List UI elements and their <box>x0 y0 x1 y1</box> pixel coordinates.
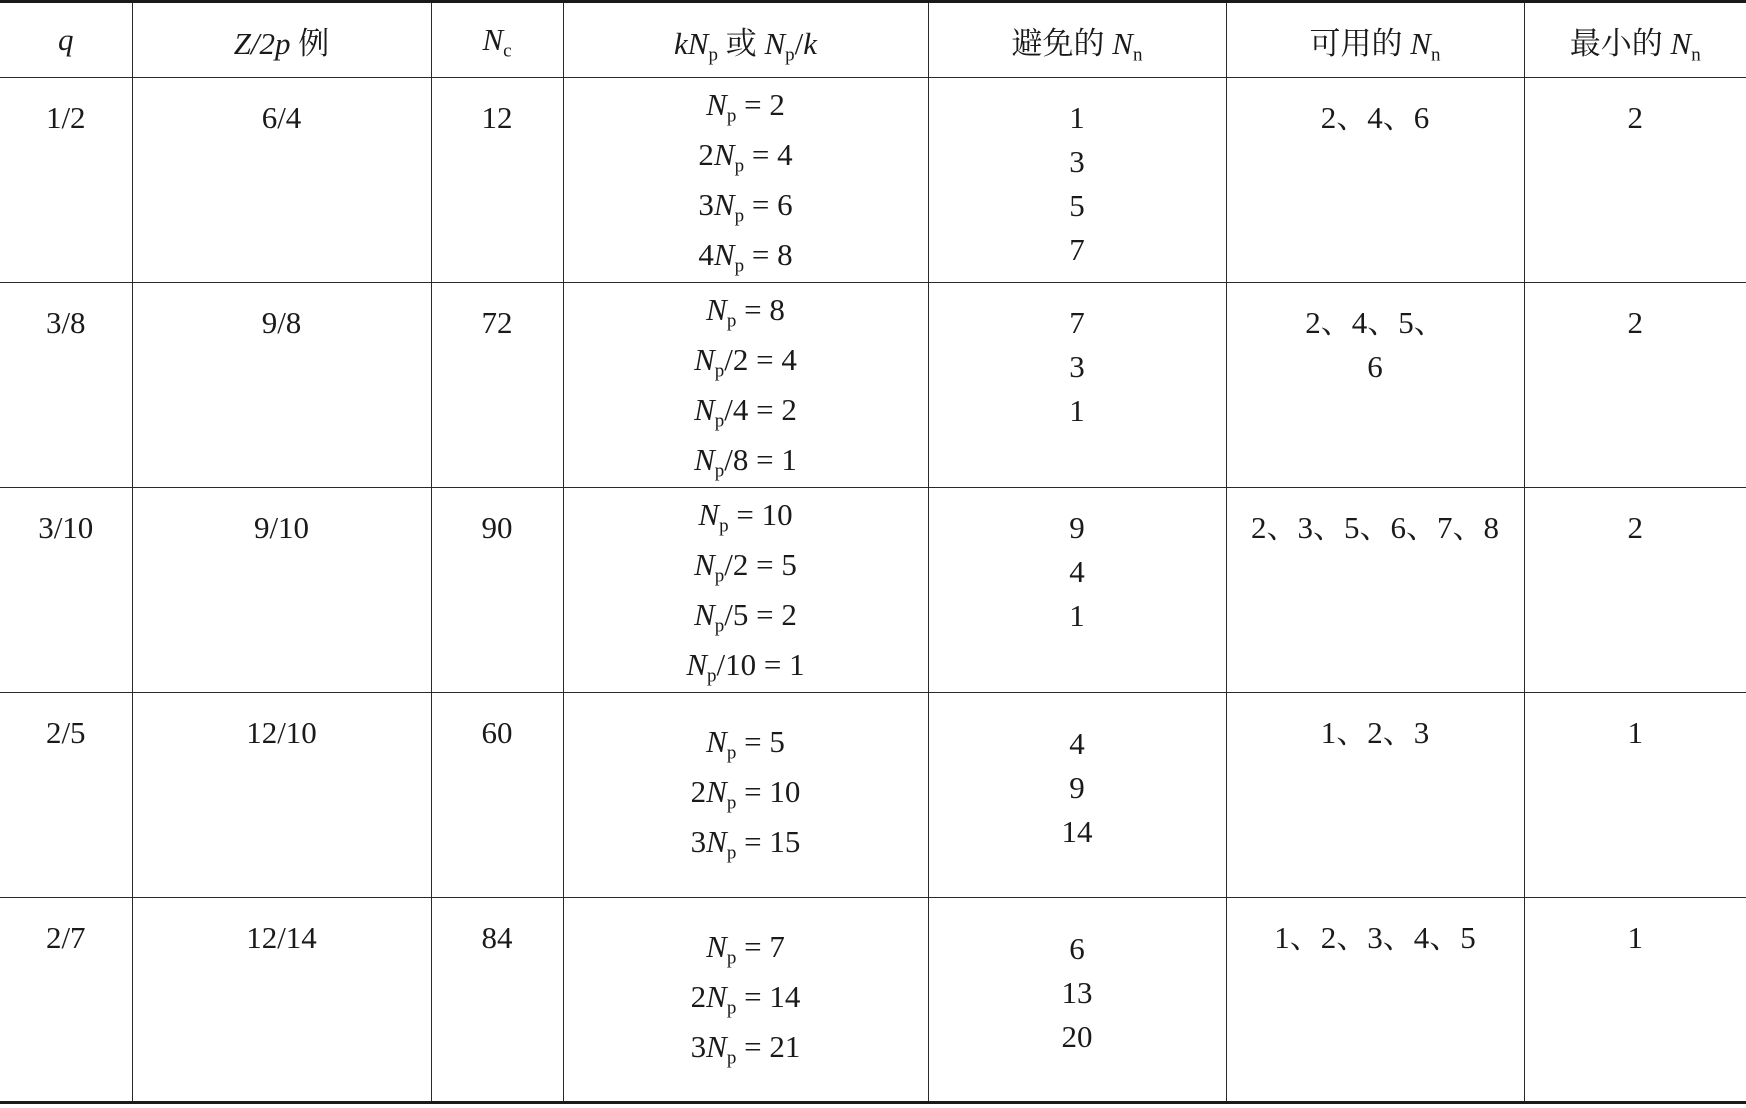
knp-post: = 14 <box>736 979 801 1014</box>
min-value: 2 <box>1627 510 1643 545</box>
min-value: 2 <box>1627 100 1643 135</box>
nc-value: 60 <box>481 715 513 750</box>
cell-z2p <box>132 898 431 1103</box>
knp-line <box>564 1022 928 1072</box>
knp-line <box>564 540 928 590</box>
cell-z2p <box>132 488 431 693</box>
z2p-value: 12/14 <box>246 920 317 955</box>
cell-q <box>0 898 132 1103</box>
cell-q <box>0 488 132 693</box>
knp-sub: p <box>714 565 725 587</box>
avoid-value: 13 <box>1061 975 1093 1010</box>
knp-sub: p <box>714 410 725 432</box>
knp-n: N <box>706 824 727 859</box>
knp-sub: p <box>726 105 737 127</box>
cell-nc <box>431 283 563 488</box>
knp-n: N <box>706 979 727 1014</box>
knp-post: = 10 <box>728 497 793 532</box>
cell-nc <box>431 78 563 283</box>
table-row <box>0 283 1746 488</box>
header-z2p-main: Z/2p <box>233 25 291 61</box>
cell-q <box>0 693 132 898</box>
knp-post: /8 = 1 <box>724 442 797 477</box>
knp-sub: p <box>726 1047 737 1069</box>
knp-pre: 2 <box>690 774 707 809</box>
knp-sub: p <box>734 155 745 177</box>
knp-post: = 6 <box>744 187 793 222</box>
knp-post: /4 = 2 <box>724 392 797 427</box>
header-avoid-n: N <box>1112 25 1133 61</box>
cell-usable <box>1226 283 1524 488</box>
header-q-text: q <box>58 22 74 57</box>
avoid-value: 5 <box>1069 188 1085 223</box>
nc-value: 12 <box>481 100 513 135</box>
avoid-value: 7 <box>1069 305 1085 340</box>
knp-n: N <box>686 647 708 682</box>
cell-avoid <box>928 488 1226 693</box>
q-value: 3/8 <box>45 305 86 340</box>
cell-knp <box>563 693 928 898</box>
usable-value: 2、4、6 <box>1320 100 1430 135</box>
cell-q <box>0 78 132 283</box>
cell-usable <box>1226 78 1524 283</box>
header-usable-n: N <box>1410 25 1431 61</box>
knp-line <box>564 817 928 867</box>
knp-line <box>564 767 928 817</box>
header-avoid <box>928 2 1226 78</box>
header-knp-n: N <box>687 25 709 61</box>
knp-n: N <box>713 187 735 222</box>
knp-post: /5 = 2 <box>724 597 797 632</box>
knp-line <box>564 590 928 640</box>
knp-n: N <box>694 392 715 427</box>
avoid-value: 7 <box>1069 232 1085 267</box>
knp-sub: p <box>714 360 725 382</box>
q-value: 3/10 <box>38 510 94 545</box>
knp-post: = 2 <box>736 87 785 122</box>
knp-line <box>564 435 928 485</box>
cell-usable <box>1226 488 1524 693</box>
header-q <box>0 2 132 78</box>
cell-avoid <box>928 693 1226 898</box>
header-nc-sub: c <box>503 40 512 62</box>
knp-post: = 21 <box>736 1029 801 1064</box>
knp-line <box>564 335 928 385</box>
cell-avoid <box>928 283 1226 488</box>
usable-value: 2、4、5、6 <box>1305 305 1445 384</box>
cell-usable <box>1226 898 1524 1103</box>
knp-pre: 3 <box>690 1029 707 1064</box>
header-z2p-suffix: 例 <box>290 25 330 61</box>
knp-sub: p <box>714 615 725 637</box>
knp-line <box>564 80 928 130</box>
min-value: 1 <box>1627 715 1643 750</box>
cell-min <box>1524 898 1746 1103</box>
avoid-value: 4 <box>1069 554 1085 589</box>
knp-n: N <box>694 597 715 632</box>
knp-post: = 10 <box>736 774 801 809</box>
avoid-value: 20 <box>1061 1019 1093 1054</box>
header-knp-mid: 或 <box>717 25 765 61</box>
avoid-value: 1 <box>1069 100 1085 135</box>
z2p-value: 9/10 <box>253 510 310 545</box>
cell-knp <box>563 283 928 488</box>
usable-value: 1、2、3 <box>1320 715 1430 750</box>
table-row <box>0 898 1746 1103</box>
knp-line <box>564 490 928 540</box>
cell-knp <box>563 78 928 283</box>
nc-value: 84 <box>481 920 513 955</box>
avoid-value: 4 <box>1069 726 1085 761</box>
z2p-value: 6/4 <box>261 100 302 135</box>
knp-line <box>564 640 928 690</box>
avoid-value: 3 <box>1069 349 1085 384</box>
header-row <box>0 2 1746 78</box>
avoid-value: 1 <box>1069 393 1085 428</box>
knp-sub: p <box>726 842 737 864</box>
knp-line <box>564 385 928 435</box>
header-knp <box>563 2 928 78</box>
knp-pre: 4 <box>698 237 714 272</box>
knp-n: N <box>694 442 715 477</box>
knp-pre: 2 <box>698 137 714 172</box>
avoid-value: 9 <box>1069 770 1085 805</box>
knp-line <box>564 717 928 767</box>
q-value: 1/2 <box>45 100 86 135</box>
min-value: 1 <box>1627 920 1643 955</box>
knp-line <box>564 285 928 335</box>
knp-line <box>564 130 928 180</box>
header-usable-prefix: 可用的 <box>1309 25 1411 61</box>
knp-sub: p <box>734 255 745 277</box>
z2p-value: 9/8 <box>261 305 302 340</box>
avoid-value: 3 <box>1069 144 1085 179</box>
cell-nc <box>431 898 563 1103</box>
knp-n: N <box>694 547 715 582</box>
knp-post: = 5 <box>736 724 785 759</box>
knp-sub: p <box>726 742 737 764</box>
knp-pre: 2 <box>690 979 707 1014</box>
avoid-value: 1 <box>1069 598 1085 633</box>
knp-n: N <box>698 497 720 532</box>
knp-n: N <box>706 774 727 809</box>
knp-line <box>564 922 928 972</box>
header-knp-k2: k <box>803 25 818 61</box>
header-knp-tail: / <box>794 25 804 61</box>
nc-value: 90 <box>481 510 513 545</box>
cell-min <box>1524 693 1746 898</box>
knp-n: N <box>706 724 727 759</box>
knp-n: N <box>706 929 727 964</box>
z2p-value: 12/10 <box>246 715 317 750</box>
header-min <box>1524 2 1746 78</box>
knp-line <box>564 230 928 280</box>
cell-avoid <box>928 78 1226 283</box>
knp-post: = 4 <box>744 137 793 172</box>
nc-value: 72 <box>481 305 513 340</box>
header-min-n: N <box>1670 25 1692 61</box>
knp-sub: p <box>719 515 729 537</box>
avoid-value: 6 <box>1069 931 1085 966</box>
usable-value: 1、2、3、4、5 <box>1274 920 1476 955</box>
q-value: 2/7 <box>45 920 86 955</box>
knp-post: = 15 <box>736 824 801 859</box>
usable-value: 2、3、5、6、7、8 <box>1251 510 1499 545</box>
cell-z2p <box>132 78 431 283</box>
cell-nc <box>431 488 563 693</box>
knp-n: N <box>713 137 735 172</box>
header-min-prefix: 最小的 <box>1569 25 1671 61</box>
knp-line <box>564 180 928 230</box>
knp-line <box>564 972 928 1022</box>
avoid-value: 9 <box>1069 510 1085 545</box>
table-body <box>0 78 1746 1103</box>
knp-n: N <box>694 342 715 377</box>
knp-sub: p <box>707 665 717 687</box>
knp-post: = 8 <box>744 237 793 272</box>
knp-sub: p <box>726 310 737 332</box>
knp-post: = 7 <box>736 929 785 964</box>
cell-knp <box>563 898 928 1103</box>
cell-nc <box>431 693 563 898</box>
avoid-value: 14 <box>1061 814 1093 849</box>
knp-n: N <box>706 292 727 327</box>
knp-sub: p <box>714 460 725 482</box>
table-row <box>0 693 1746 898</box>
header-min-sub: n <box>1691 44 1701 66</box>
cell-q <box>0 283 132 488</box>
header-knp-n2: N <box>764 25 786 61</box>
knp-sub: p <box>726 997 737 1019</box>
knp-sub: p <box>726 947 737 969</box>
cell-z2p <box>132 283 431 488</box>
table-row <box>0 488 1746 693</box>
knp-post: /10 = 1 <box>716 647 805 682</box>
q-value: 2/5 <box>45 715 86 750</box>
min-value: 2 <box>1627 305 1643 340</box>
cell-knp <box>563 488 928 693</box>
knp-post: /2 = 5 <box>724 547 797 582</box>
cell-min <box>1524 78 1746 283</box>
knp-pre: 3 <box>698 187 714 222</box>
knp-sub: p <box>734 205 745 227</box>
header-usable <box>1226 2 1524 78</box>
knp-n: N <box>706 87 727 122</box>
knp-sub: p <box>726 792 737 814</box>
knp-pre: 3 <box>690 824 707 859</box>
header-nc-base: N <box>482 22 504 57</box>
header-knp-sub2: p <box>785 44 795 66</box>
cell-min <box>1524 488 1746 693</box>
header-z2p <box>132 2 431 78</box>
knp-n: N <box>706 1029 727 1064</box>
cell-z2p <box>132 693 431 898</box>
knp-post: /2 = 4 <box>724 342 797 377</box>
header-avoid-prefix: 避免的 <box>1011 25 1113 61</box>
header-knp-k: k <box>673 25 688 61</box>
cell-min <box>1524 283 1746 488</box>
header-knp-sub: p <box>708 44 718 66</box>
header-usable-sub: n <box>1430 44 1441 66</box>
knp-n: N <box>713 237 735 272</box>
knp-post: = 8 <box>736 292 785 327</box>
cell-avoid <box>928 898 1226 1103</box>
header-avoid-sub: n <box>1132 44 1143 66</box>
header-nc <box>431 2 563 78</box>
table-row <box>0 78 1746 283</box>
cell-usable <box>1226 693 1524 898</box>
